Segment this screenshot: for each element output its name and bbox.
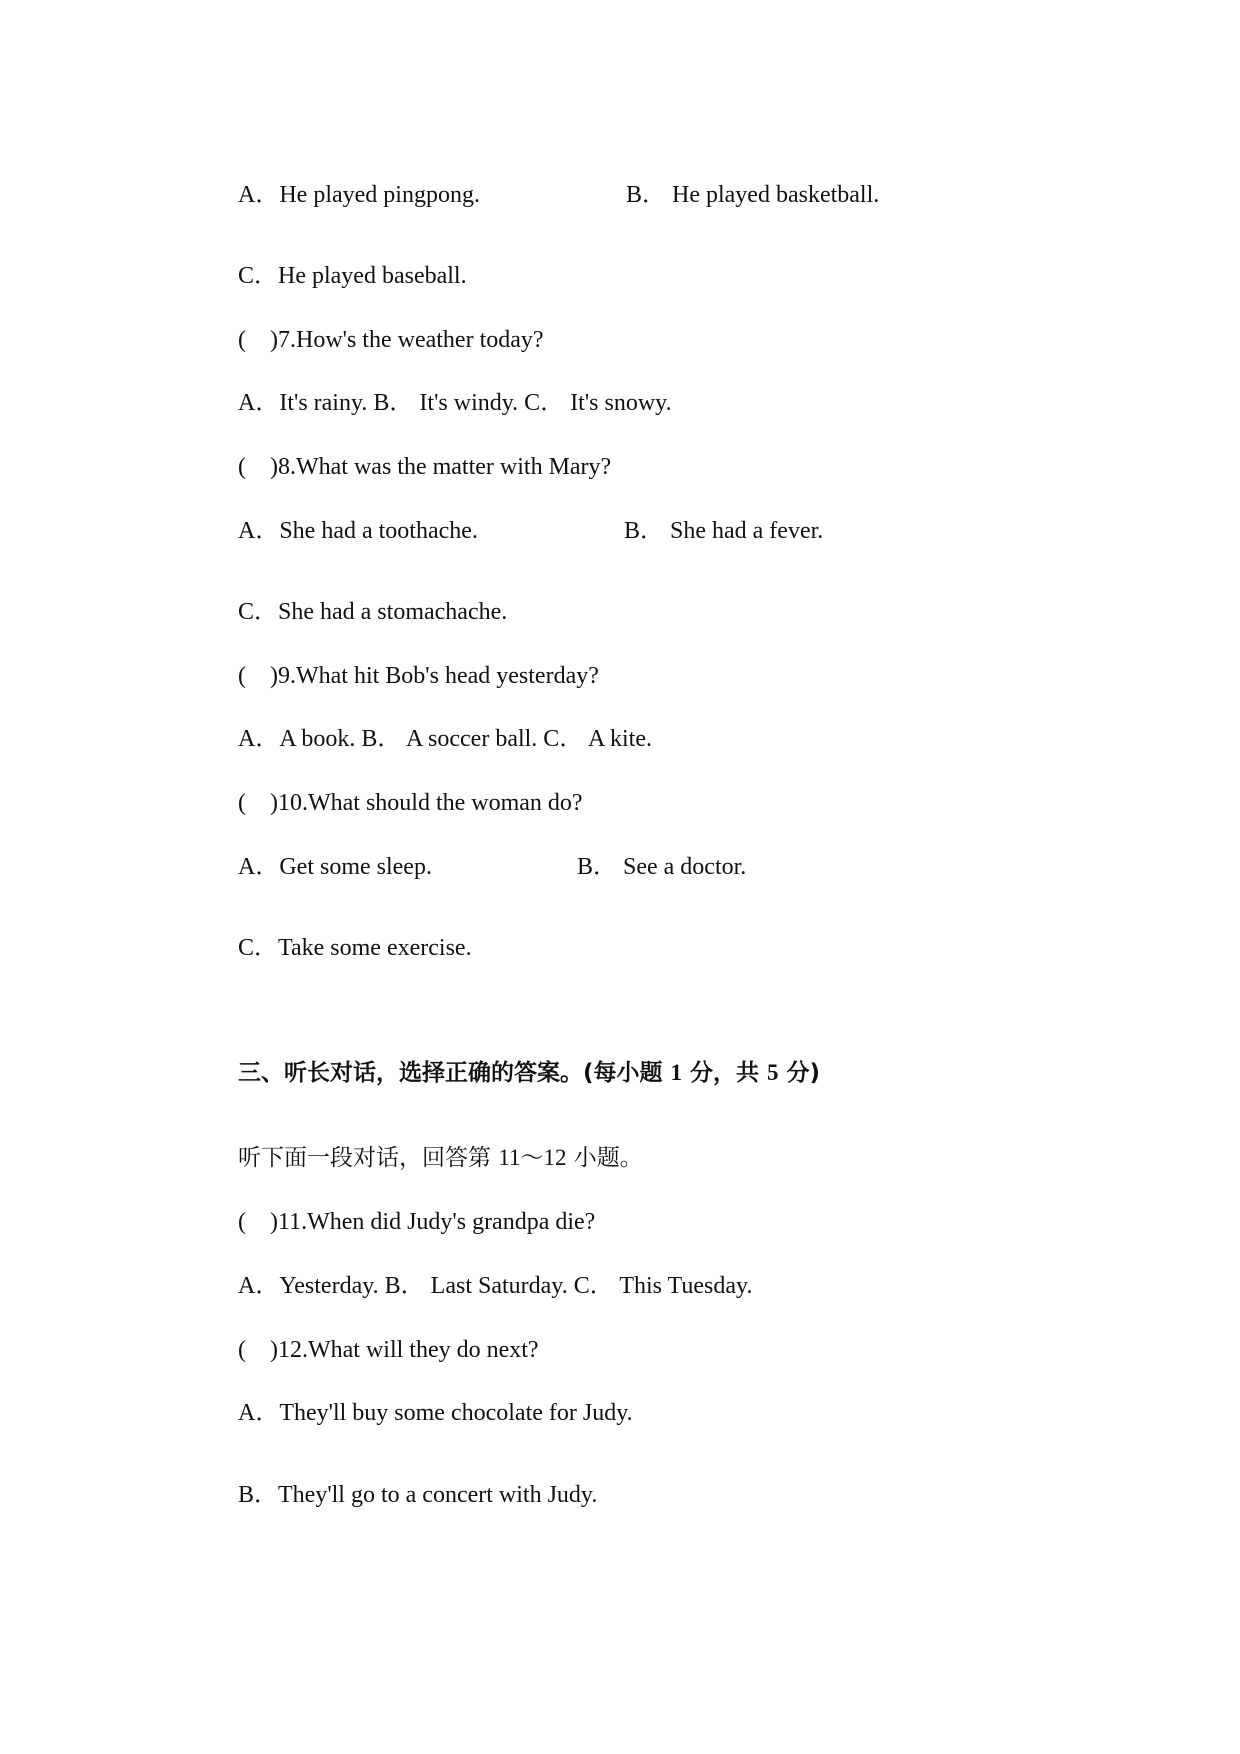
- q8-option-b: B． She had a fever.: [624, 518, 824, 544]
- q9-options: A．A book. B． A soccer ball. C． A kite.: [238, 726, 652, 752]
- q10-stem: ( )10.What should the woman do?: [238, 790, 583, 816]
- q8-option-c: C．She had a stomachache.: [238, 599, 508, 625]
- q7-stem: ( )7.How's the weather today?: [238, 327, 544, 353]
- q11-options: A．Yesterday. B． Last Saturday. C． This Tuesday.: [238, 1273, 753, 1299]
- q9-stem: ( )9.What hit Bob's head yesterday?: [238, 663, 599, 689]
- q8-stem: ( )8.What was the matter with Mary?: [238, 454, 612, 480]
- q12-option-b: B．They'll go to a concert with Judy.: [238, 1482, 598, 1508]
- q6-option-b: B． He played basketball.: [626, 182, 880, 208]
- q11-stem: ( )11.When did Judy's grandpa die?: [238, 1209, 596, 1235]
- section-3-instruction: 听下面一段对话，回答第 11～12 小题。: [238, 1145, 643, 1171]
- q12-option-a: A．They'll buy some chocolate for Judy.: [238, 1400, 633, 1426]
- q10-option-a: A．Get some sleep.: [238, 854, 432, 880]
- section-3-heading: 三、听长对话，选择正确的答案。(每小题 1 分，共 5 分): [238, 1060, 821, 1086]
- q7-options: A．It's rainy. B． It's windy. C． It's snowy.: [238, 390, 672, 416]
- q10-option-c: C．Take some exercise.: [238, 935, 472, 961]
- q12-stem: ( )12.What will they do next?: [238, 1337, 539, 1363]
- q8-option-a: A．She had a toothache.: [238, 518, 478, 544]
- q10-option-b: B． See a doctor.: [577, 854, 747, 880]
- q6-option-c: C．He played baseball.: [238, 263, 467, 289]
- q6-option-a: A．He played pingpong.: [238, 182, 480, 208]
